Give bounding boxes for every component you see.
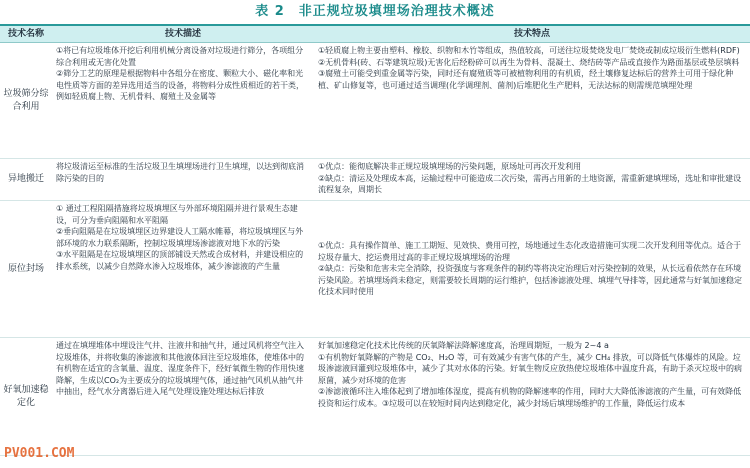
feature-paragraph: ②无机骨料(砖、石等建筑垃圾)无害化后经粉碎可以再生为骨料、混凝土、烧结砖等产品或直接作为路面基层或垫层填料: [318, 57, 740, 67]
description-paragraph: ③水平阻隔是在垃圾填埋区的顶部铺设天然或合成材料，并建设相应的排水系统，以减少自然降水渗入垃圾堆体，减少渗滤液的产生量: [56, 250, 304, 271]
description-paragraph: 将垃圾清运至标准的生活垃圾卫生填埋场进行卫生填埋，以达到彻底消除污染的目的: [56, 162, 304, 183]
table-header-row: [0, 26, 750, 43]
tech-name-cell: 异地搬迁: [7, 174, 44, 184]
feature-paragraph: ③腐殖土可能受到重金属等污染，同时还有腐殖质等可被植物利用的有机质，经土壤修复达标后的营养土可用于绿化种植、矿山修复等，也可通过适当调理(化学调理剂、菌剂)后堆肥化生产肥料，无法达标的则需规范填埋处理: [318, 69, 734, 90]
feature-paragraph: ②缺点：污染和危害未完全消除，投资强度与客观条件的制约等将决定治理后对污染控制的效果，从长远看依然存在环境污染风险。若填埋场尚未稳定，则需要较长周期的运行维护，包括渗滤液处理、填埋气导排等，因此通常与好氧加速稳定化技术同时使用: [318, 264, 742, 297]
table-row: [0, 159, 750, 201]
description-paragraph: 通过在填埋堆体中埋设注气井、注液井和抽气井，通过风机将空气注入垃圾堆体，并将收集的渗滤液和其他液体回注至垃圾堆体，使堆体中的有机物在适宜的含氧量、温度、湿度条件下，经好氧微生物的作用快速降解，生成以CO₂为主要成分的垃圾填埋气体，通过抽气风机从抽气井中抽出，经气水分离器后进入尾气处理设施处理达标后排放: [56, 341, 304, 396]
tech-description-cell: [52, 159, 314, 200]
description-paragraph: ① 通过工程阻隔措施将垃圾填埋区与外部环境阻隔并进行景观生态建设，可分为垂向阻隔和水平阻隔: [56, 204, 298, 225]
description-paragraph: ①将已有垃圾堆体开挖后利用机械分离设备对垃圾进行筛分，各项组分综合利用或无害化处置: [56, 46, 304, 67]
feature-paragraph: 好氧加速稳定化技术比传统的厌氧降解法降解速度高，治理周期短，一般为 2~4 a: [318, 341, 609, 350]
header-tech-features: 技术特点: [513, 29, 550, 39]
header-tech-name: 技术名称: [7, 29, 44, 39]
table-row: [0, 338, 750, 456]
tech-features-cell: [314, 159, 750, 200]
feature-paragraph: ①有机物好氧降解的产物是 CO₂、H₂O 等，可有效减少有害气体的产生，减少 CH₄ 排放，可以降低气体爆炸的风险。垃圾渗滤液回灌到垃圾堆体中，减少了其对水体的污染。好氧生物反应放热使垃圾堆体中温度升高，有助于杀灭垃圾中的病原菌，减少对环境的危害: [318, 352, 742, 385]
table-caption: 表 2 非正规垃圾填埋场治理技术概述: [255, 4, 495, 19]
description-paragraph: ②筛分工艺的原理是根据物料中各组分在密度、颗粒大小、磁化率和光电性质等方面的差异选用适当的设备，将物料分成性质相近的若干类，例如轻质腐上物、无机骨料、腐殖土及金属等: [56, 69, 304, 101]
feature-paragraph: ②缺点：清运及处理成本高，运输过程中可能造成二次污染，需再占用新的土地资源，需重新建填埋场，选址和审批建设流程复杂，周期长: [318, 173, 742, 194]
tech-name-cell: 好氧加速稳定化: [3, 384, 49, 408]
tech-description-cell: [52, 338, 314, 455]
tech-features-cell: [314, 201, 750, 337]
tech-features-cell: [314, 338, 750, 455]
tech-description-cell: [52, 43, 314, 158]
table-row: [0, 43, 750, 159]
watermark-logo: PV001.COM: [4, 446, 75, 461]
feature-paragraph: ①优点：具有操作简单、施工工期短、见效快、费用可控，场地通过生态化改造措施可实现二次开发利用等优点。适合于垃圾存量大、挖运费用过高的非正规垃圾填埋场的治理: [318, 241, 742, 262]
tech-name-cell: 垃圾筛分综合利用: [3, 88, 49, 112]
tech-description-cell: [52, 201, 314, 337]
technology-table: [0, 24, 750, 456]
header-tech-description: 技术描述: [164, 29, 201, 39]
tech-features-cell: [314, 43, 750, 158]
table-row: [0, 201, 750, 338]
description-paragraph: ②垂向阻隔是在垃圾填埋区边界建设人工隔水帷幕，将垃圾填埋区与外部环境的水力联系隔断，控制垃圾填埋场渗滤液对地下水的污染: [56, 227, 304, 248]
feature-paragraph: ①轻质腐上物主要由塑料、橡胶、织物和木竹等组成，热值较高，可送往垃圾焚烧发电厂焚烧或制成垃圾衍生燃料(RDF): [318, 46, 740, 55]
tech-name-cell: 原位封场: [7, 263, 44, 274]
feature-paragraph: ①优点：能彻底解决非正规垃圾填埋场的污染问题，原场址可再次开发利用: [318, 162, 582, 171]
feature-paragraph: ②渗滤液循环注入堆体起到了增加堆体湿度，提高有机物的降解速率的作用，同时大大降低渗滤液的产生量，可有效降低投资和运行成本。③垃圾可以在较短时间内达到稳定化，减少封场后填埋场维护的工作量，降低运行成本: [318, 387, 742, 408]
